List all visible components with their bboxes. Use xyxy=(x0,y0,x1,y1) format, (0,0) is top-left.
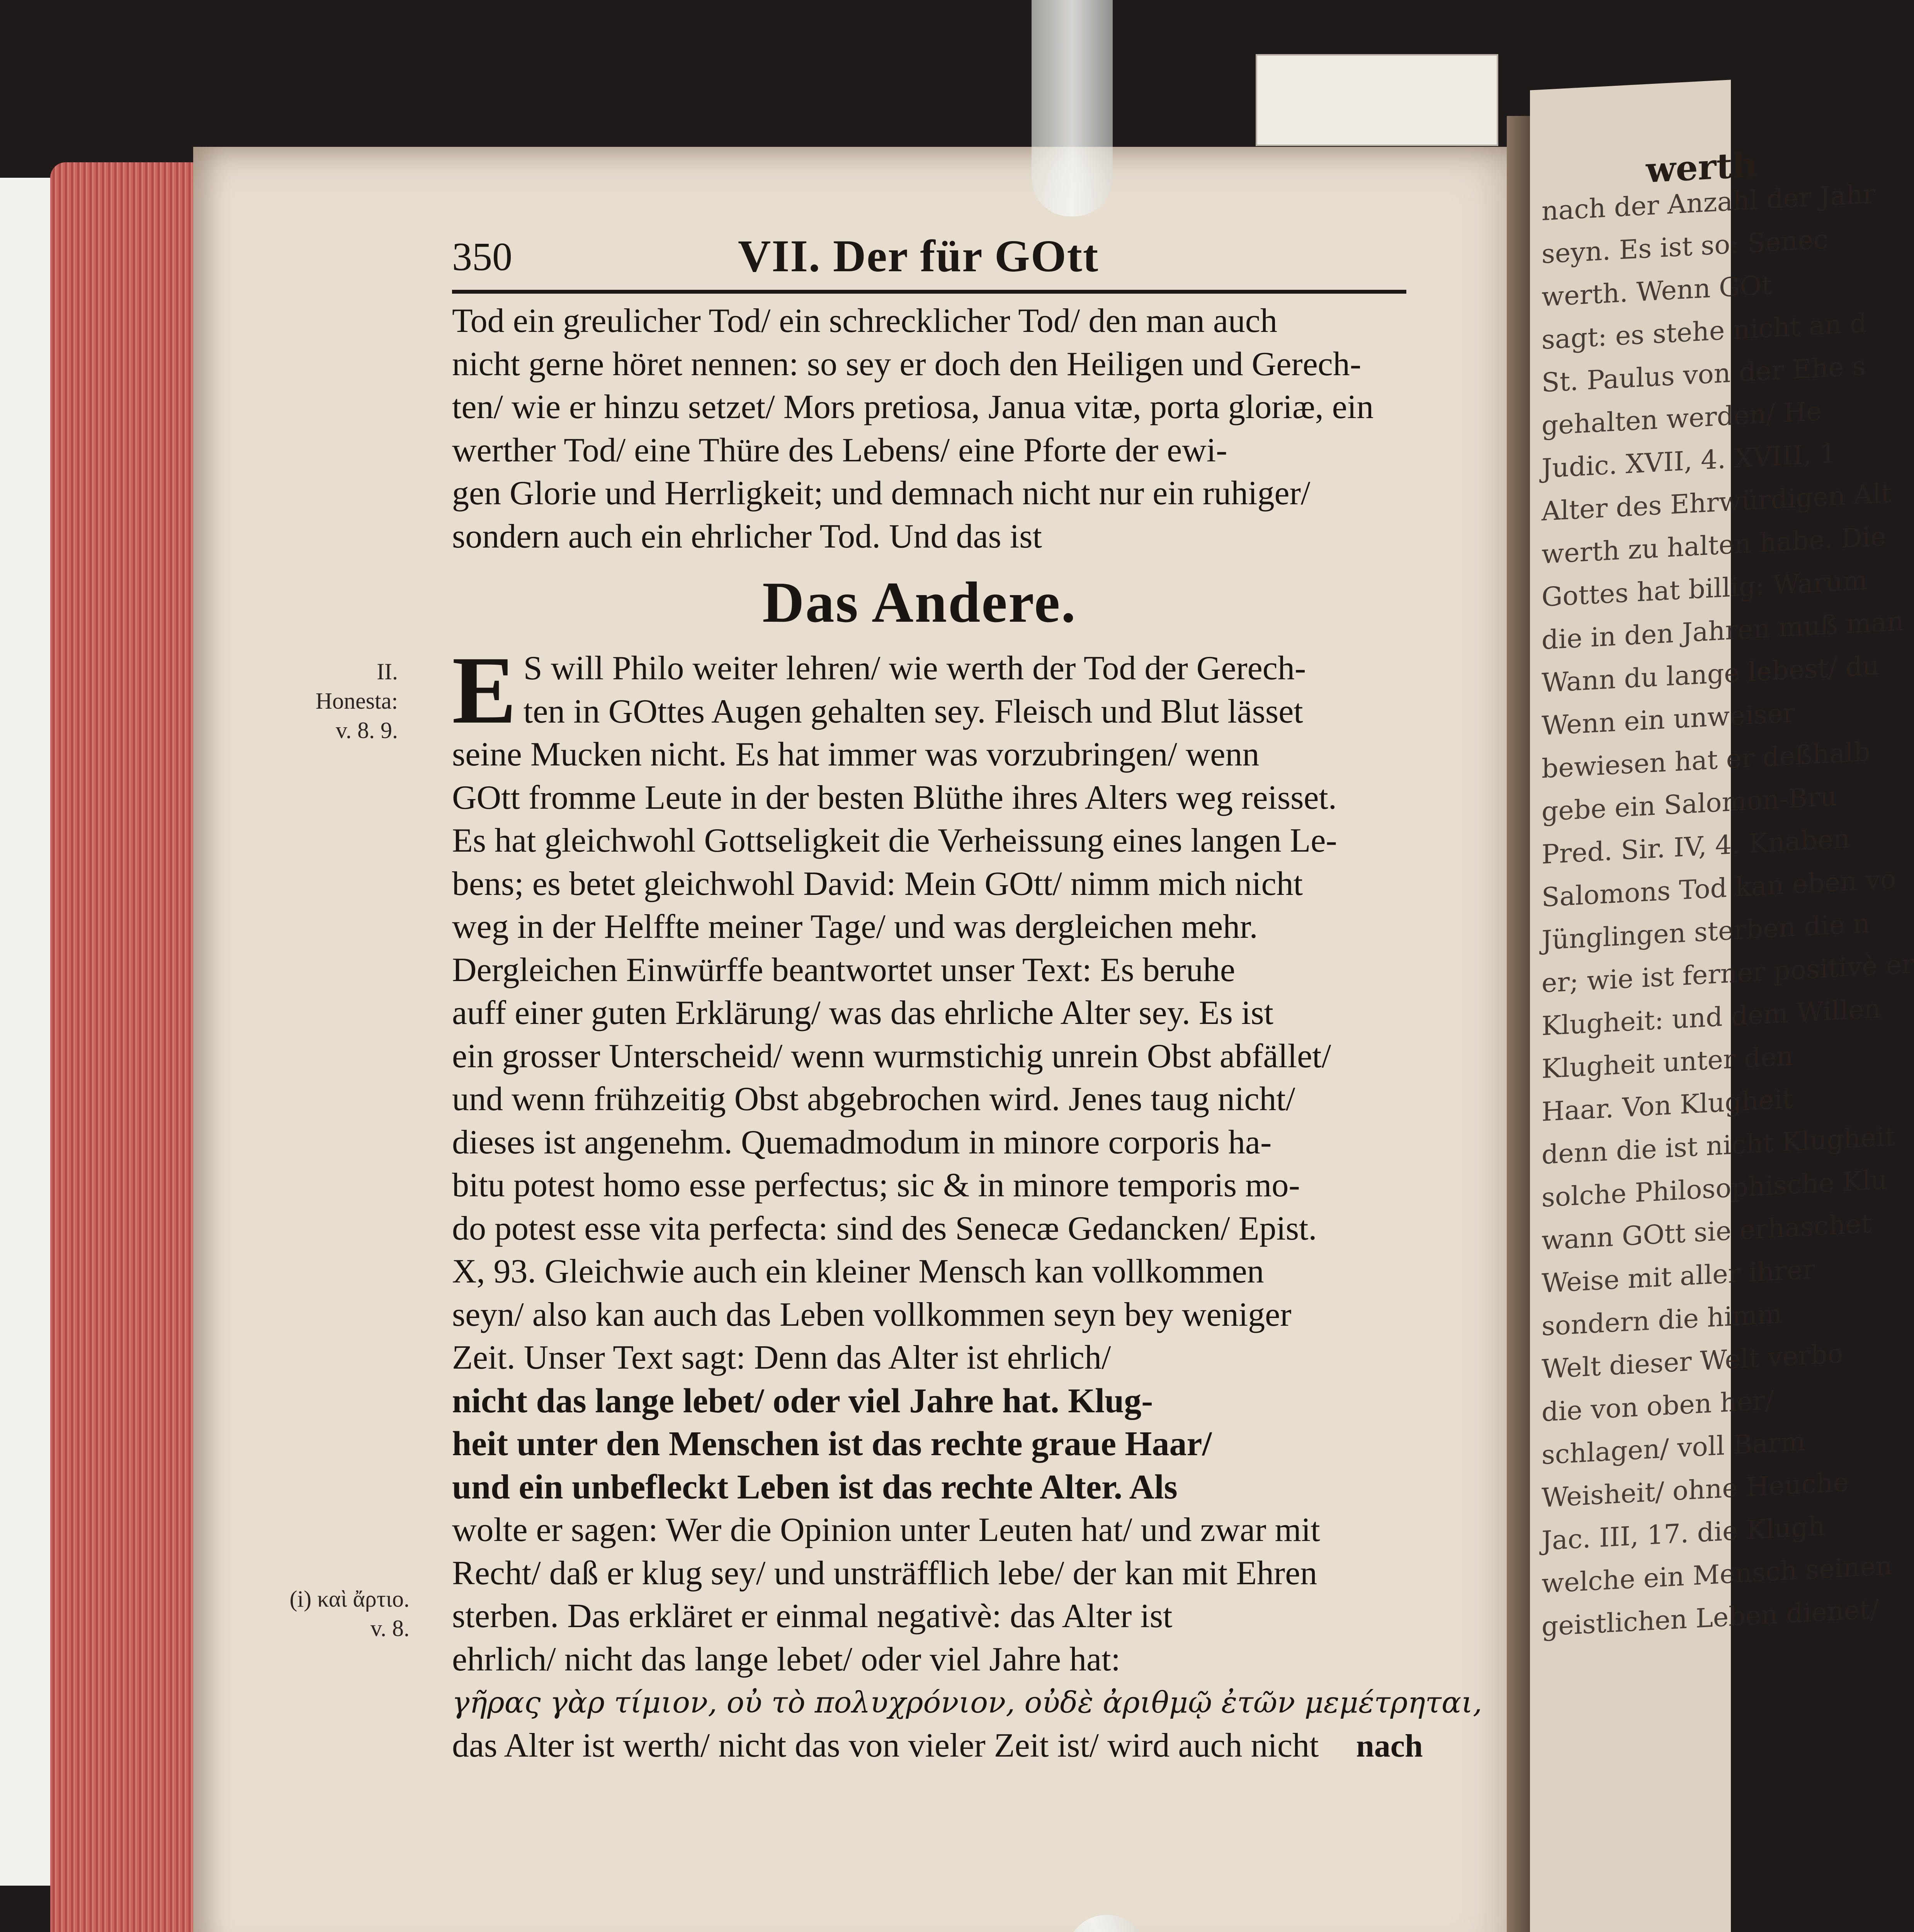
facing-text-line: schlagen/ voll Barm xyxy=(1542,1426,1806,1471)
text-line: ten/ wie er hinzu setzet/ Mors pretiosa, Janua vitæ, porta gloriæ, ein xyxy=(452,388,1374,426)
text-line: nicht das lange lebet/ oder viel Jahre hat. Klug- xyxy=(452,1381,1153,1420)
facing-text-line: Weise mit aller ihrer xyxy=(1542,1254,1815,1299)
text-line: gen Glorie und Herrligkeit; und demnach nicht nur ein ruhiger/ xyxy=(452,474,1311,512)
text-line: auff einer guten Erklärung/ was das ehrliche Alter sey. Es ist xyxy=(452,994,1274,1032)
text-line: bens; es betet gleichwohl David: Mein GOtt/ nimm mich nicht xyxy=(452,865,1303,903)
text-line: weg in der Helffte meiner Tage/ und was dergleichen mehr. xyxy=(452,908,1258,946)
facing-text-line: Gottes hat billig: Warum xyxy=(1542,565,1868,613)
margin-note-line: (i) καὶ ἄρτιο. xyxy=(289,1586,410,1612)
text-line: ten in GOttes Augen gehalten sey. Fleisch und Blut lässet xyxy=(523,692,1303,730)
margin-note-line: v. 8. 9. xyxy=(335,718,398,743)
facing-text-line: gehalten werden/ He xyxy=(1542,396,1822,442)
margin-note-line: v. 8. xyxy=(370,1616,410,1641)
text-line: sterben. Das erkläret er einmal negativè: das Alter ist xyxy=(452,1597,1173,1635)
facing-page-header: werth xyxy=(1646,144,1758,191)
facing-text-line: Judic. XVII, 4. XVIII, 1 xyxy=(1542,438,1837,485)
text-line: X, 93. Gleichwie auch ein kleiner Mensch kan vollkommen xyxy=(452,1253,1264,1290)
text-line: das Alter ist werth/ nicht das von vieler Zeit ist/ wird auch nicht xyxy=(452,1726,1319,1764)
facing-text-line: St. Paulus von der Ehe s xyxy=(1542,351,1866,399)
margin-note-line: II. xyxy=(377,659,398,684)
page-number: 350 xyxy=(452,235,512,279)
margin-note-2 xyxy=(278,1584,410,1643)
section-heading: Das Andere. xyxy=(762,570,1077,634)
facing-text-line: Pred. Sir. IV, 4. Knaben xyxy=(1542,823,1850,871)
facing-text-line: seyn. Es ist so: Senec xyxy=(1542,224,1828,270)
text-line: bitu potest homo esse perfectus; sic & in minore temporis mo- xyxy=(452,1167,1300,1204)
page-clip-top xyxy=(1032,0,1113,216)
facing-text-line: gebe ein Salomon-Bru xyxy=(1542,781,1837,828)
text-line: Zeit. Unser Text sagt: Denn das Alter ist ehrlich/ xyxy=(452,1339,1111,1376)
facing-text-line: die von oben her/ xyxy=(1542,1385,1774,1428)
paragraph-after-heading xyxy=(452,637,1482,1767)
text-line: Tod ein greulicher Tod/ ein schrecklicher Tod/ den man auch xyxy=(452,302,1277,340)
facing-text-line: Wenn ein unweiser xyxy=(1542,697,1795,742)
facing-page-text xyxy=(1542,179,1914,1648)
text-line: S will Philo weiter lehren/ wie werth der Tod der Gerech- xyxy=(523,650,1306,687)
facing-text-line: Wann du lange lebest/ du xyxy=(1542,650,1879,699)
page-edge-stack xyxy=(50,162,201,1932)
facing-text-line: nach der Anzahl der Jahr xyxy=(1542,179,1876,227)
facing-text-line: werth zu halten habe. Die xyxy=(1542,521,1886,570)
facing-text-line: Welt dieser Welt verbo xyxy=(1542,1338,1843,1385)
body-text xyxy=(452,299,1482,1767)
facing-text-line: Jac. III, 17. die Klugh xyxy=(1542,1511,1825,1557)
text-line: und wenn frühzeitig Obst abgebrochen wird. Jenes taug nicht/ xyxy=(452,1080,1295,1118)
drop-initial: E xyxy=(452,637,517,744)
text-line: werther Tod/ eine Thüre des Lebens/ eine Pforte der ewi- xyxy=(452,431,1227,469)
text-line: und ein unbefleckt Leben ist das rechte Alter. Als xyxy=(452,1468,1178,1506)
catchword: nach xyxy=(1356,1728,1423,1764)
facing-page xyxy=(1530,80,1914,1932)
facing-text-line: Klugheit: und dem Willen xyxy=(1542,993,1881,1042)
text-line: dieses ist angenehm. Quemadmodum in minore corporis ha- xyxy=(452,1123,1272,1161)
flyleaf xyxy=(0,178,54,1886)
facing-text-line: Alter des Ehrwürdigen Alt xyxy=(1542,478,1892,527)
facing-text-line: wann GOtt sie erhaschet xyxy=(1542,1208,1872,1257)
header-rule xyxy=(452,290,1406,294)
text-line: do potest esse vita perfecta: sind des Senecæ Gedancken/ Epist. xyxy=(452,1209,1317,1247)
text-line: Dergleichen Einwürffe beantwortet unser Text: Es beruhe xyxy=(452,951,1235,989)
margin-note-line: Honesta: xyxy=(315,688,398,714)
page-header xyxy=(452,230,1406,288)
facing-text-line: sagt: es stehe nicht an d xyxy=(1542,308,1867,356)
running-title: VII. Der für GOtt xyxy=(738,231,1099,281)
text-line: γῆρας γὰρ τίμιον, οὐ τὸ πολυχρόνιον, οὐδὲ ἀριθμῷ ἐτῶν μεμέτρηται, xyxy=(452,1685,1482,1719)
text-line: Recht/ daß er klug sey/ und unsträfflich lebe/ der kan mit Ehren xyxy=(452,1554,1317,1592)
text-line: ehrlich/ nicht das lange lebet/ oder viel Jahre hat: xyxy=(452,1640,1121,1678)
facing-text-line: er; wie ist ferner positivè er xyxy=(1542,949,1914,999)
text-line: nicht gerne höret nennen: so sey er doch den Heiligen und Gerech- xyxy=(452,345,1362,383)
facing-text-line: Weisheit/ ohne Heuche xyxy=(1542,1467,1849,1514)
text-line: wolte er sagen: Wer die Opinion unter Leuten hat/ und zwar mit xyxy=(452,1511,1320,1549)
facing-text-line: sondern die himm xyxy=(1542,1299,1782,1342)
text-line: GOtt fromme Leute in der besten Blüthe ihres Alters weg reisset. xyxy=(452,779,1337,816)
text-line: Es hat gleichwohl Gottseligkeit die Verheissung eines langen Le- xyxy=(452,822,1337,859)
facing-text-line: die in den Jahren muß man xyxy=(1542,606,1904,656)
facing-text-line: Jünglingen sterben die n xyxy=(1542,908,1870,956)
text-line: seine Mucken nicht. Es hat immer was vorzubringen/ wenn xyxy=(452,736,1260,773)
facing-text-line: denn die ist nicht Klugheit xyxy=(1542,1121,1895,1171)
paper-tab xyxy=(1256,54,1498,146)
text-line: seyn/ also kan auch das Leben vollkommen seyn bey weniger xyxy=(452,1296,1292,1333)
facing-text-line: Klugheit unter den xyxy=(1542,1041,1793,1085)
margin-note-1 xyxy=(270,657,398,745)
facing-text-line: geistlichen Leben dienet/ xyxy=(1542,1594,1879,1643)
paragraph-before-heading xyxy=(452,299,1433,558)
facing-text-line: Haar. Von Klugheit xyxy=(1542,1083,1793,1128)
facing-text-line: Salomons Tod kan eben vo xyxy=(1542,864,1896,913)
facing-text-line: bewiesen hat er deßhalb xyxy=(1542,736,1870,785)
text-line: sondern auch ein ehrlicher Tod. Und das ist xyxy=(452,517,1042,555)
facing-text-line: werth. Wenn GOt xyxy=(1542,270,1772,313)
text-line: ein grosser Unterscheid/ wenn wurmstichig unrein Obst abfället/ xyxy=(452,1037,1331,1075)
facing-text-line: solche Philosophische Klu xyxy=(1542,1165,1888,1214)
facing-text-line: welche ein Mensch seinen xyxy=(1542,1550,1893,1600)
text-line: heit unter den Menschen ist das rechte graue Haar/ xyxy=(452,1425,1212,1463)
